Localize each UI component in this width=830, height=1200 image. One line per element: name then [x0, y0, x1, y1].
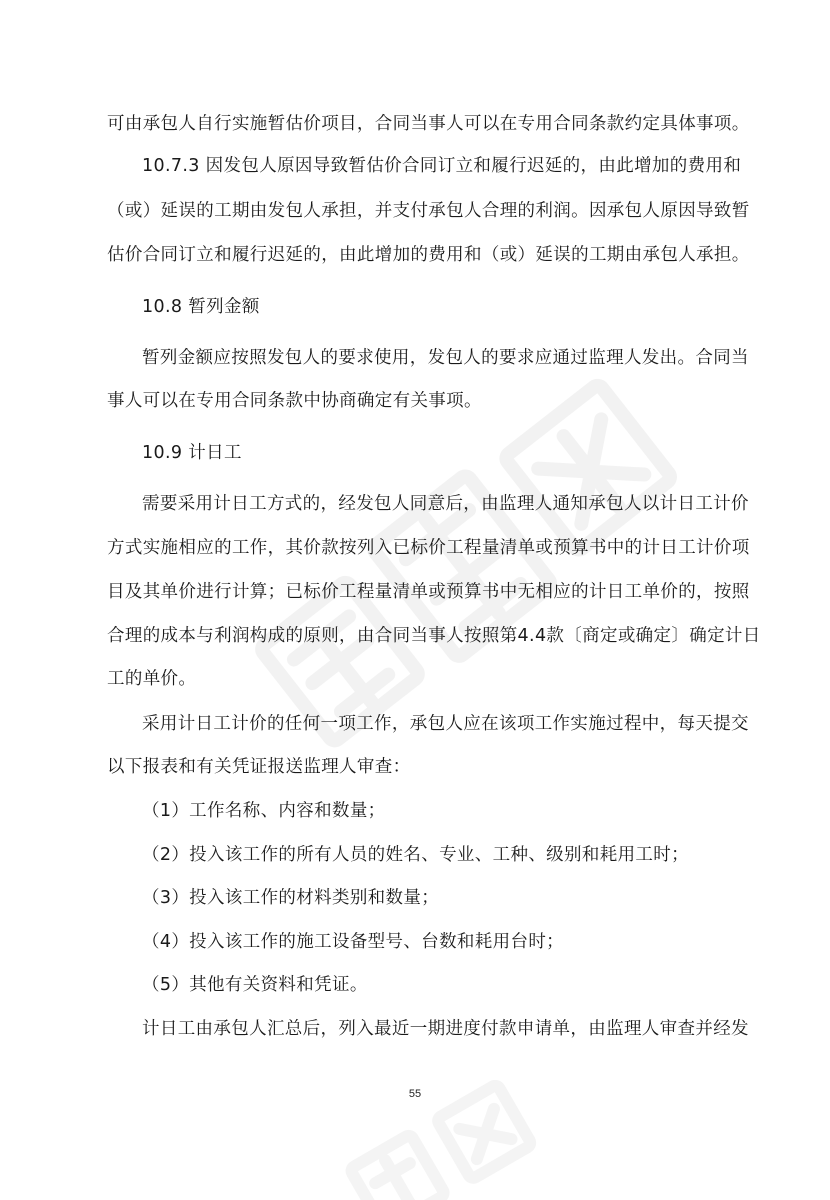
- text-line: 采用计日工计价的任何一项工作，承包人应在该项工作实施过程中，每天提交: [142, 714, 749, 734]
- list-item: （2）投入该工作的所有人员的姓名、专业、工种、级别和耗用工时；: [142, 845, 689, 865]
- text-line: 事人可以在专用合同条款中协商确定有关事项。: [107, 391, 482, 411]
- page-number: 55: [408, 1088, 422, 1100]
- text-line: 合理的成本与利润构成的原则，由合同当事人按照第4.4款〔商定或确定〕确定计日: [107, 626, 761, 646]
- text-line: 需要采用计日工方式的，经发包人同意后，由监理人通知承包人以计日工计价: [142, 494, 749, 514]
- text-line: 10.7.3 因发包人原因导致暂估价合同订立和履行迟延的，由此增加的费用和: [142, 156, 742, 176]
- section-heading: 10.8 暂列金额: [142, 297, 260, 317]
- section-heading: 10.9 计日工: [142, 443, 242, 463]
- list-item: （5）其他有关资料和凭证。: [142, 975, 368, 995]
- watermark-stamp-icon: [230, 300, 710, 820]
- list-item: （1）工作名称、内容和数量；: [142, 801, 386, 821]
- text-line: 目及其单价进行计算；已标价工程量清单或预算书中无相应的计日工单价的，按照: [107, 582, 750, 602]
- text-line: 计日工由承包人汇总后，列入最近一期进度付款申请单，由监理人审查并经发: [142, 1019, 749, 1039]
- text-line: 可由承包人自行实施暂估价项目，合同当事人可以在专用合同条款约定具体事项。: [107, 114, 750, 134]
- text-line: 估价合同订立和履行迟延的，由此增加的费用和（或）延误的工期由承包人承担。: [107, 245, 750, 265]
- text-line: 以下报表和有关凭证报送监理人审查：: [107, 757, 411, 777]
- text-line: 方式实施相应的工作，其价款按列入已标价工程量清单或预算书中的计日工计价项: [107, 538, 750, 558]
- list-item: （4）投入该工作的施工设备型号、台数和耗用台时；: [142, 932, 565, 952]
- text-line: 暂列金额应按照发包人的要求使用，发包人的要求应通过监理人发出。合同当: [142, 348, 749, 368]
- list-item: （3）投入该工作的材料类别和数量；: [142, 888, 440, 908]
- text-line: （或）延误的工期由发包人承担，并支付承包人合理的利润。因承包人原因导致暂: [107, 201, 750, 221]
- text-line: 工的单价。: [107, 669, 197, 689]
